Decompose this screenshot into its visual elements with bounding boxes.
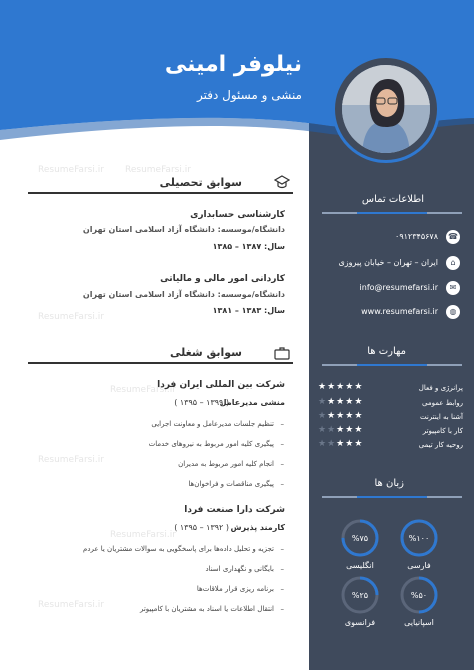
work-duty: انجام کلیه امور مربوط به مدیران xyxy=(178,460,274,468)
education-divider xyxy=(28,192,293,194)
bullet-dash: – xyxy=(280,605,284,613)
watermark: ResumeFarsi.ir xyxy=(38,312,104,322)
watermark: ResumeFarsi.ir xyxy=(38,600,104,610)
watermark: ResumeFarsi.ir xyxy=(125,165,191,175)
email-icon: ✉ xyxy=(446,281,460,295)
location-icon: ⌂ xyxy=(446,256,460,270)
education-school: دانشگاه/موسسه: دانشگاه آزاد اسلامی استان تهران xyxy=(82,225,285,234)
language-name: فرانسوی xyxy=(344,618,376,627)
work-duty: تنظیم جلسات مدیرعامل و معاونت اجرایی xyxy=(151,420,274,428)
language-ring xyxy=(340,575,380,615)
education-years: سال: ۱۳۸۷ – ۱۳۸۵ xyxy=(212,242,285,251)
star-icon: ★ xyxy=(345,382,355,392)
work-years: ( ۱۳۹۵ – ۱۳۹۹ ) xyxy=(174,398,229,407)
bullet-dash: – xyxy=(280,460,284,468)
skill-item: روحیه کار تیمی ★★★★★ xyxy=(318,439,463,449)
language-ring xyxy=(340,518,380,558)
education-title: سوابق تحصیلی xyxy=(159,176,242,189)
bullet-dash: – xyxy=(280,480,284,488)
bullet-dash: – xyxy=(280,440,284,448)
bullet-dash: – xyxy=(280,545,284,553)
star-icon: ★ xyxy=(336,397,346,407)
star-icon: ★ xyxy=(345,411,355,421)
education-school: دانشگاه/موسسه: دانشگاه آزاد اسلامی استان تهران xyxy=(82,290,285,299)
work-title: سوابق شغلی xyxy=(169,346,242,359)
contact-website[interactable]: ◍ www.resumefarsi.ir xyxy=(320,306,460,320)
star-icon: ★ xyxy=(327,439,337,449)
star-icon: ★ xyxy=(327,382,337,392)
star-icon: ★ xyxy=(327,397,337,407)
language-name: انگلیسی xyxy=(346,561,374,570)
graduation-cap-icon xyxy=(274,174,290,188)
education-years: سال: ۱۳۸۳ – ۱۳۸۱ xyxy=(212,306,285,315)
education-degree: کارشناسی حسابداری xyxy=(190,210,285,220)
work-duty: انتقال اطلاعات یا اسناد به مشتریان با کامپیوتر xyxy=(139,605,274,613)
svg-text:%۵۰: %۵۰ xyxy=(410,591,428,600)
skills-title: مهارت ها xyxy=(367,346,406,357)
work-position: کارمند پذیرش xyxy=(230,523,285,532)
work-duty: پیگیری مناقصات و فراخوان‌ها xyxy=(188,480,274,488)
candidate-name: نیلوفر امینی xyxy=(164,52,302,77)
skill-item: روابط عمومی ★★★★★ xyxy=(318,397,463,407)
star-icon: ★ xyxy=(354,425,364,435)
language-ring xyxy=(399,575,439,615)
work-divider xyxy=(28,362,293,364)
watermark: ResumeFarsi.ir xyxy=(110,530,176,540)
globe-icon: ◍ xyxy=(446,305,460,319)
work-duty: بایگانی و نگهداری اسناد xyxy=(205,565,274,573)
star-icon: ★ xyxy=(345,397,355,407)
contact-address: ⌂ ایران – تهران – خیابان پیروزی xyxy=(320,257,460,271)
skills-divider xyxy=(322,364,462,366)
contact-phone: ☎ ۰۹۱۲۳۴۵۶۷۸ xyxy=(320,231,460,245)
candidate-role: منشی و مسئول دفتر xyxy=(197,88,302,102)
star-icon: ★ xyxy=(318,382,328,392)
watermark: ResumeFarsi.ir xyxy=(110,385,176,395)
star-icon: ★ xyxy=(327,411,337,421)
bullet-dash: – xyxy=(280,565,284,573)
work-years: ( ۱۳۹۵ – ۱۳۹۲ ) xyxy=(174,523,229,532)
avatar xyxy=(342,65,430,153)
briefcase-icon xyxy=(274,345,290,358)
star-icon: ★ xyxy=(345,439,355,449)
svg-text:%۲۵: %۲۵ xyxy=(351,591,369,600)
svg-text:%۷۵: %۷۵ xyxy=(351,534,369,543)
contact-divider xyxy=(322,212,462,214)
star-icon: ★ xyxy=(327,425,337,435)
star-icon: ★ xyxy=(354,411,364,421)
languages-title: زبان ها xyxy=(374,478,404,489)
rating-stars xyxy=(318,439,363,449)
watermark: ResumeFarsi.ir xyxy=(38,455,104,465)
language-ring xyxy=(399,518,439,558)
work-position: منشی مدیرعامل xyxy=(219,398,285,407)
star-icon: ★ xyxy=(318,397,328,407)
bullet-dash: – xyxy=(280,420,284,428)
education-degree: کاردانی امور مالی و مالیاتی xyxy=(160,274,285,284)
rating-stars xyxy=(318,425,363,435)
languages-divider xyxy=(322,496,462,498)
star-icon: ★ xyxy=(336,439,346,449)
language-name: اسپانیایی xyxy=(404,618,434,627)
star-icon: ★ xyxy=(336,425,346,435)
work-duty: برنامه ریزی قرار ملاقات‌ها xyxy=(196,585,274,593)
star-icon: ★ xyxy=(354,397,364,407)
contact-email[interactable]: ✉ info@resumefarsi.ir xyxy=(320,282,460,296)
work-company: شرکت بین المللی ایران فردا xyxy=(157,380,285,390)
star-icon: ★ xyxy=(336,382,346,392)
star-icon: ★ xyxy=(318,439,328,449)
work-company: شرکت دارا صنعت فردا xyxy=(184,505,285,515)
star-icon: ★ xyxy=(336,411,346,421)
phone-icon: ☎ xyxy=(446,230,460,244)
watermark: ResumeFarsi.ir xyxy=(38,165,104,175)
star-icon: ★ xyxy=(318,411,328,421)
skill-item: پرانرژی و فعال ★★★★★ xyxy=(318,382,463,392)
skill-item: کار با کامپیوتر ★★★★★ xyxy=(318,425,463,435)
rating-stars xyxy=(318,411,363,421)
star-icon: ★ xyxy=(345,425,355,435)
star-icon: ★ xyxy=(318,425,328,435)
skill-item: آشنا به اینترنت ★★★★★ xyxy=(318,411,463,421)
rating-stars xyxy=(318,397,363,407)
svg-text:%۱۰۰: %۱۰۰ xyxy=(408,534,430,543)
star-icon: ★ xyxy=(354,382,364,392)
language-name: فارسی xyxy=(407,561,431,570)
bullet-dash: – xyxy=(280,585,284,593)
rating-stars xyxy=(318,382,363,392)
work-duty: تجزیه و تحلیل داده‌ها برای پاسخگویی به سوالات مشتریان یا عردم xyxy=(83,545,274,553)
contact-title: اطلاعات تماس xyxy=(361,194,424,205)
work-duty: پیگیری کلیه امور مربوط به نیروهای خدمات xyxy=(148,440,274,448)
star-icon: ★ xyxy=(354,439,364,449)
